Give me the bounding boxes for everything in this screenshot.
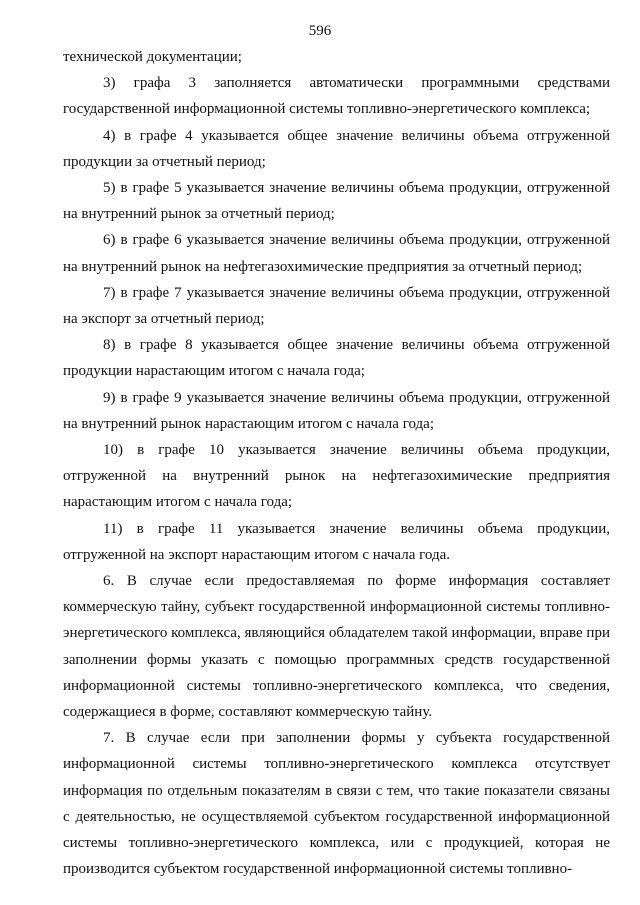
paragraph-item-10: 10) в графе 10 указывается значение величины объема продукции, отгруженной на внутренний рынок на нефтегазохимические предприятия нарастающим итогом с начала года;: [63, 442, 610, 511]
paragraph-item-8: 8) в графе 8 указывается общее значение величины объема отгруженной продукции нарастающим итогом с начала года;: [63, 337, 610, 380]
page-number: 596: [308, 23, 332, 39]
paragraph-item-5: 5) в графе 5 указывается значение величины объема продукции, отгруженной на внутренний рынок за отчетный период;: [63, 180, 610, 223]
paragraph-item-6: 6) в графе 6 указывается значение величины объема продукции, отгруженной на внутренний рынок на нефтегазохимические предприятия за отчетный период;: [63, 232, 610, 275]
paragraph-item-9: 9) в графе 9 указывается значение величины объема продукции, отгруженной на внутренний рынок нарастающим итогом с начала года;: [63, 389, 610, 432]
paragraph-section-7: 7. В случае если при заполнении формы у субъекта государственной информационной системы топливно-энергетического комплекса отсутствует информация по отдельным показателям в связи с тем, что такие показатели связаны с деятельностью, не осуществляемой субъектом государственной информационной системы топливно-энергетического комплекса, или с продукцией, которая не производится субъектом государственной информационной системы топливно-: [63, 730, 610, 878]
paragraph-item-3: 3) графа 3 заполняется автоматически программными средствами государственной информационной системы топливно-энергетического комплекса;: [63, 75, 610, 118]
paragraph-item-7: 7) в графе 7 указывается значение величины объема продукции, отгруженной на экспорт за отчетный период;: [63, 284, 610, 328]
document-body: [63, 44, 610, 883]
paragraph-section-6: 6. В случае если предоставляемая по форме информация составляет коммерческую тайну, субъект государственной информационной системы топливно-энергетического комплекса, являющийся обладателем такой информации, вправе при заполнении формы указать с помощью программных средств государственной информационной системы топливно-энергетического комплекса, что сведения, содержащиеся в форме, составляют коммерческую тайну.: [63, 573, 610, 721]
paragraph-item-11: 11) в графе 11 указывается значение величины объема продукции, отгруженной на экспорт нарастающим итогом с начала года.: [63, 520, 610, 563]
paragraph-item-4: 4) в графе 4 указывается общее значение величины объема отгруженной продукции за отчетный период;: [63, 127, 610, 170]
paragraph-continuation: технической документации;: [63, 49, 242, 65]
